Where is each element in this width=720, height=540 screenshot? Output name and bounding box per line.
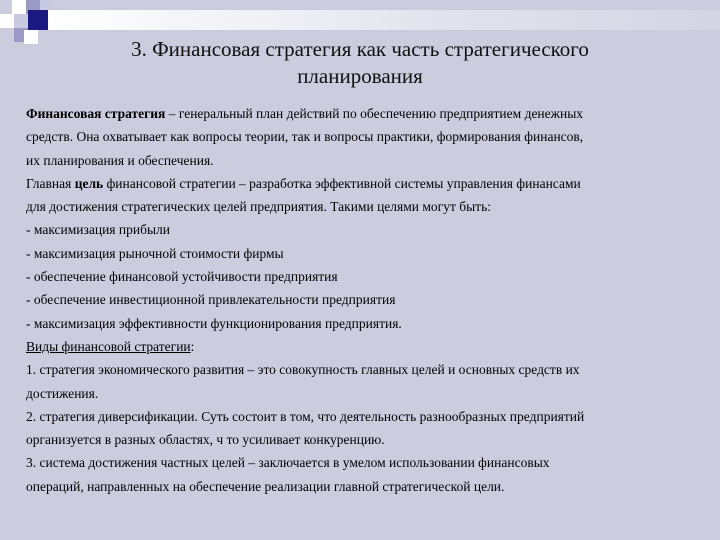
goal-item: - максимизация эффективности функционирования предприятия. [26, 315, 402, 331]
text-span: – генеральный план действий по обеспечению предприятием денежных [165, 106, 584, 121]
goal-item: - максимизация прибыли [26, 222, 170, 238]
type-item: операций, направленных на обеспечение реализации главной стратегической цели. [26, 478, 505, 494]
types-heading: Виды финансовой стратегии [26, 338, 191, 354]
goal-item: - обеспечение инвестиционной привлекательности предприятия [26, 292, 396, 308]
header-band [48, 10, 720, 30]
type-item: 2. стратегия диверсификации. Суть состоит в том, что деятельность разнообразных предприятий [26, 408, 585, 424]
deco-square [28, 10, 48, 30]
deco-square [14, 14, 28, 28]
body-line: средств. Она охватывает как вопросы теории, так и вопросы практики, формирования финансов, [26, 129, 584, 145]
deco-square [0, 14, 14, 28]
text-span: финансовой стратегии – разработка эффективной системы управления финансами [103, 175, 581, 191]
type-item: организуется в разных областях, ч то усиливает конкуренцию. [26, 432, 385, 448]
body-line: для достижения стратегических целей предприятия. Такими целями могут быть: [26, 199, 491, 215]
slide-title [0, 36, 720, 90]
term-financial-strategy: Финансовая стратегия [26, 106, 166, 121]
deco-square [12, 0, 26, 14]
body-line [26, 102, 696, 125]
goal-item: - максимизация рыночной стоимости фирмы [26, 245, 284, 261]
text-span: Главная [26, 175, 75, 191]
goal-item: - обеспечение финансовой устойчивости предприятия [26, 269, 338, 285]
title-line: планирования [297, 64, 423, 88]
term-goal: цель [74, 175, 104, 191]
slide-body [26, 102, 696, 498]
body-line [26, 172, 696, 195]
title-line: 3. Финансовая стратегия как часть стратегического [131, 37, 589, 61]
text-span: : [190, 338, 195, 354]
body-line: их планирования и обеспечения. [26, 152, 214, 168]
type-item: достижения. [26, 385, 99, 401]
body-line [26, 335, 696, 358]
type-item: 3. система достижения частных целей – заключается в умелом использовании финансовых [26, 455, 550, 471]
type-item: 1. стратегия экономического развития – это совокупность главных целей и основных средств их [26, 362, 580, 378]
